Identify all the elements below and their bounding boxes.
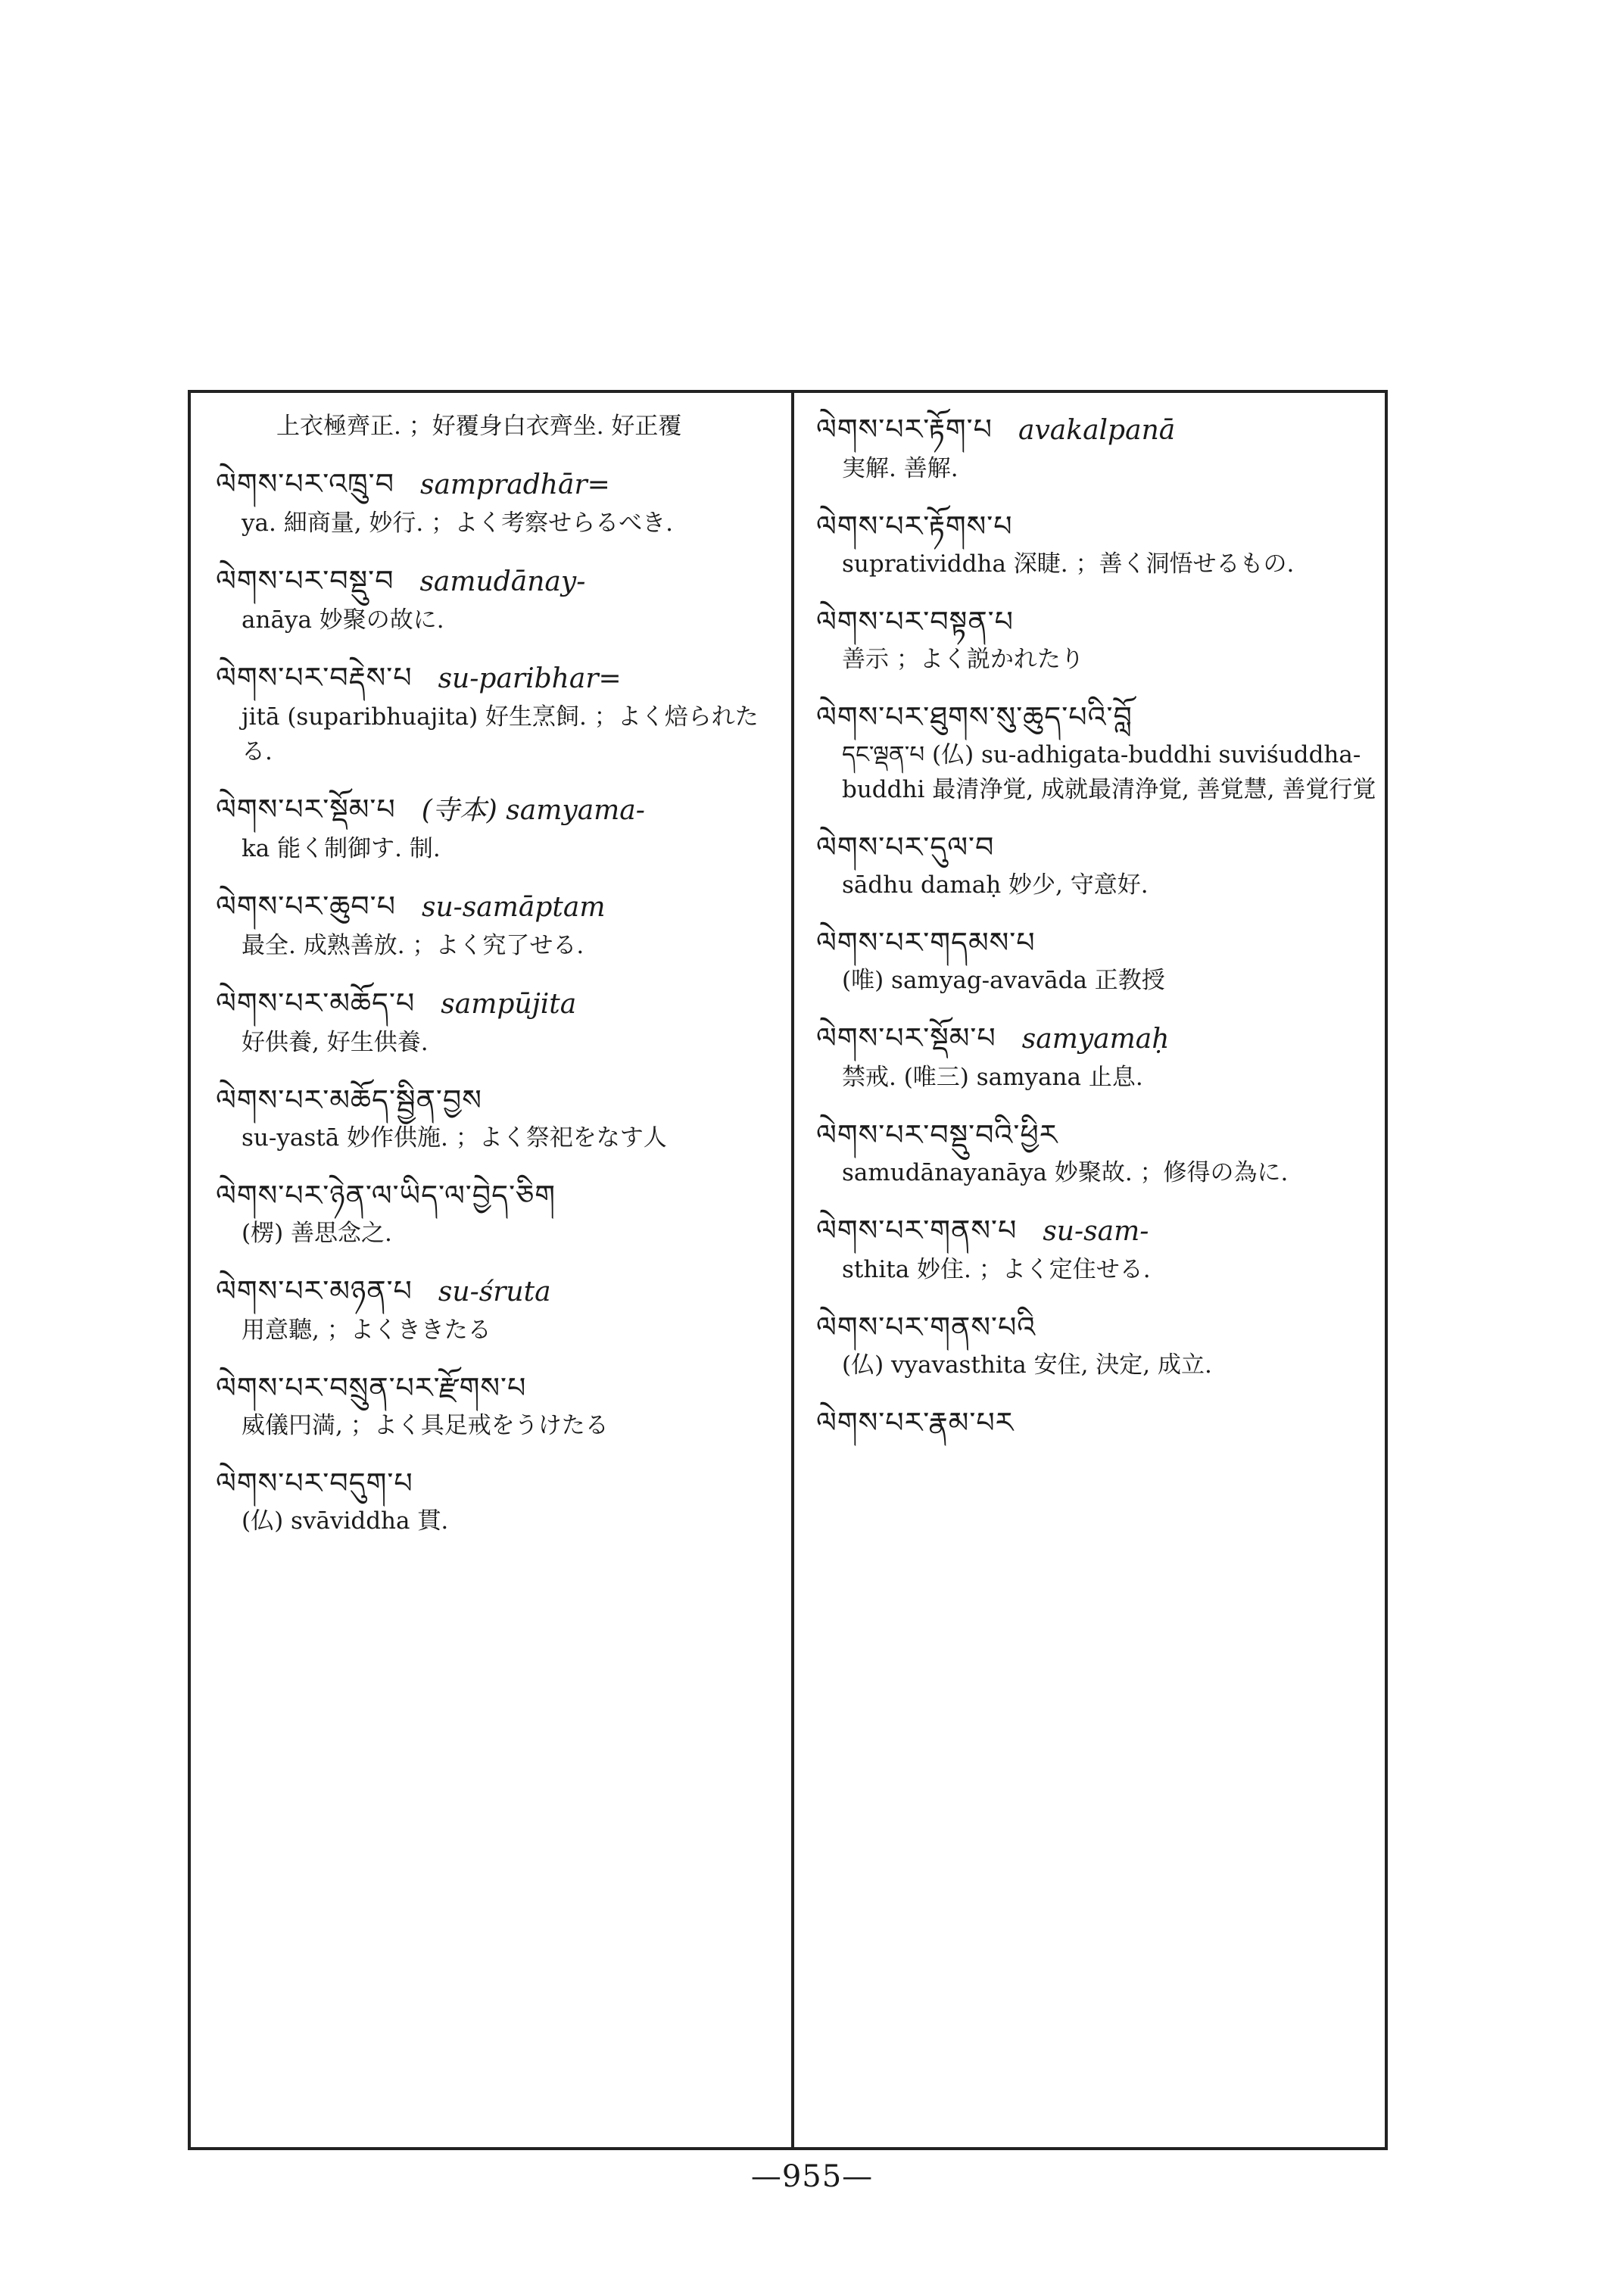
tibetan-headword: ལེགས་པར་མཉན་པ [216,1274,413,1308]
entry-headword-line [816,697,1384,737]
entry-headword-line [216,886,780,928]
entry-gloss: (仏) svāviddha 貫. [242,1507,449,1535]
sanskrit-equivalent: sampūjita [441,989,577,1020]
tibetan-headword: ལེགས་པར་གནས་པའི [816,1311,1036,1344]
tibetan-headword: ལེགས་པར་མཆོད་པ [216,986,416,1020]
column-divider [791,390,794,2150]
dictionary-entry [216,1367,780,1443]
tibetan-headword: ལེགས་པར་རྣམ་པར [816,1406,1015,1439]
tibetan-headword: ལེགས་པར་ཉེན་ལ་ཡིད་ལ་བྱེད་ཅིག [216,1179,556,1212]
sanskrit-equivalent: avakalpanā [1018,415,1176,446]
entry-gloss: anāya 妙聚の故に. [242,606,444,634]
tibetan-headword: ལེགས་པར་བསྡུ་བའི་ཕྱིར [816,1118,1058,1152]
dictionary-entry [216,1270,780,1348]
tibetan-headword: ལེགས་པར་འཁྲུ་བ [216,467,394,500]
dictionary-entry [816,1402,1384,1443]
dictionary-entry [816,1018,1384,1095]
sanskrit-equivalent: sampradhār= [419,469,610,500]
entry-headword-line [216,1080,780,1121]
entry-headword-line [816,1210,1384,1252]
dictionary-entry [816,922,1384,998]
entry-headword-line [216,1270,780,1313]
dictionary-entry [216,983,780,1060]
dictionary-entry [816,697,1384,807]
dictionary-entry [216,789,780,866]
left-top-note: 上衣極齊正. ；好覆身白衣齊坐. 好正覆 [276,413,682,440]
tibetan-headword: ལེགས་པར་རྟོག་པ [816,413,993,446]
dictionary-entry [816,409,1384,486]
entry-gloss: 実解. 善解. [842,455,959,482]
entry-gloss: (唯) samyag-avavāda 正教授 [842,967,1165,994]
sanskrit-equivalent: su-samāptam [421,892,606,923]
tibetan-headword: ལེགས་པར་རྟོགས་པ [816,510,1013,543]
tibetan-headword: ལེགས་པར་བརྡེས་པ [216,661,413,694]
dictionary-entry [816,1210,1384,1287]
entry-gloss: (楞) 善思念之. [242,1220,392,1247]
tibetan-headword: ལེགས་པར་གདམས་པ [816,926,1036,959]
entry-headword-line [216,657,780,700]
entry-gloss: jitā (suparibhuajita) 好生烹飼. ；よく焙られたる. [242,703,759,765]
tibetan-headword: ལེགས་པར་སྡོམ་པ [216,793,396,826]
tibetan-headword: ལེགས་པར་བསྡུ་བ [216,564,394,597]
entry-headword-line [816,1307,1384,1348]
left-entries [216,463,780,1538]
dictionary-entry [216,886,780,963]
entry-gloss: sādhu damaḥ 妙少, 守意好. [842,871,1149,899]
entry-headword-line [816,506,1384,547]
entry-headword-line [816,409,1384,451]
entry-headword-line [216,560,780,603]
entry-headword-line [216,1463,780,1504]
right-entries [816,409,1384,1443]
entry-gloss: ka 能く制御す. 制. [242,835,441,862]
entry-gloss: (仏) vyavasthita 安住, 決定, 成立. [842,1351,1212,1379]
entry-gloss: 善示 ；よく説かれたり [842,646,1084,673]
sanskrit-equivalent: (寺本) samyama- [421,795,645,826]
entry-gloss: supratividdha 深睫. ；善く洞悟せるもの. [842,550,1295,578]
dictionary-entry [216,1463,780,1538]
entry-gloss: དང་ལྡན་པ (仏) su-adhigata-buddhi suviśuddha-buddhi 最清浄覚, 成就最清浄覚, 善覚慧, 善覚行覚 [842,741,1376,803]
entry-headword-line [816,1402,1384,1443]
entry-gloss: sthita 妙住. ；よく定住せる. [842,1256,1151,1283]
sanskrit-equivalent: su-śruta [438,1276,551,1308]
entry-gloss: 用意聽, ；よくききたる [242,1317,491,1344]
tibetan-headword: ལེགས་པར་གནས་པ [816,1214,1018,1247]
right-column [816,409,1384,2139]
entry-headword-line [816,1018,1384,1060]
entry-headword-line [216,463,780,506]
dictionary-entry [816,506,1384,581]
tibetan-headword: ལེགས་པར་བསྲུན་པར་རྫོགས་པ [216,1371,527,1404]
sanskrit-equivalent: samudānay- [419,566,586,597]
entry-gloss: 威儀円満, ；よく具足戒をうけたる [242,1412,609,1439]
entry-headword-line [216,1175,780,1216]
dictionary-entry [216,463,780,541]
dictionary-entry [816,1307,1384,1382]
entry-headword-line [816,922,1384,963]
entry-gloss: samudānayanāya 妙聚故. ；修得の為に. [842,1159,1289,1186]
left-column [216,409,780,2139]
tibetan-headword: ལེགས་པར་ཐུགས་སུ་ཆུད་པའི་བློ [816,700,1133,734]
entry-headword-line [816,1114,1384,1155]
tibetan-headword: ལེགས་པར་དུལ་བ [816,831,995,864]
entry-headword-line [816,827,1384,868]
sanskrit-equivalent: su-sam- [1043,1216,1149,1247]
dictionary-entry [216,1080,780,1155]
dictionary-entry [816,827,1384,902]
tibetan-headword: ལེགས་པར་སྡོམ་པ [816,1021,996,1055]
entry-headword-line [216,983,780,1025]
dictionary-entry [216,657,780,769]
entry-gloss: 好供養, 好生供養. [242,1029,429,1056]
sanskrit-equivalent: samyamaḥ [1021,1024,1170,1055]
sanskrit-equivalent: su-paribhar= [438,663,622,694]
tibetan-headword: ལེགས་པར་བདུག་པ [216,1466,413,1500]
entry-gloss: 禁戒. (唯三) samyana 止息. [842,1064,1143,1091]
entry-headword-line [216,1367,780,1408]
entry-gloss: ya. 細商量, 妙行. ；よく考察せらるべき. [242,510,673,537]
tibetan-headword: ལེགས་པར་བསྟན་པ [816,605,1015,638]
entry-gloss: su-yastā 妙作供施. ；よく祭祀をなす人 [242,1124,667,1152]
dictionary-entry [816,601,1384,677]
entry-headword-line [816,601,1384,642]
tibetan-headword: ལེགས་པར་ཆུབ་པ [216,890,396,923]
dictionary-entry [216,560,780,637]
page-number: —955— [750,2159,874,2194]
entry-headword-line [216,789,780,831]
tibetan-headword: ལེགས་པར་མཆོད་སྦྱིན་བྱས [216,1083,482,1117]
dictionary-entry [216,1175,780,1251]
entry-gloss: 最全. 成熟善放. ；よく究了せる. [242,932,584,959]
dictionary-entry [816,1114,1384,1190]
